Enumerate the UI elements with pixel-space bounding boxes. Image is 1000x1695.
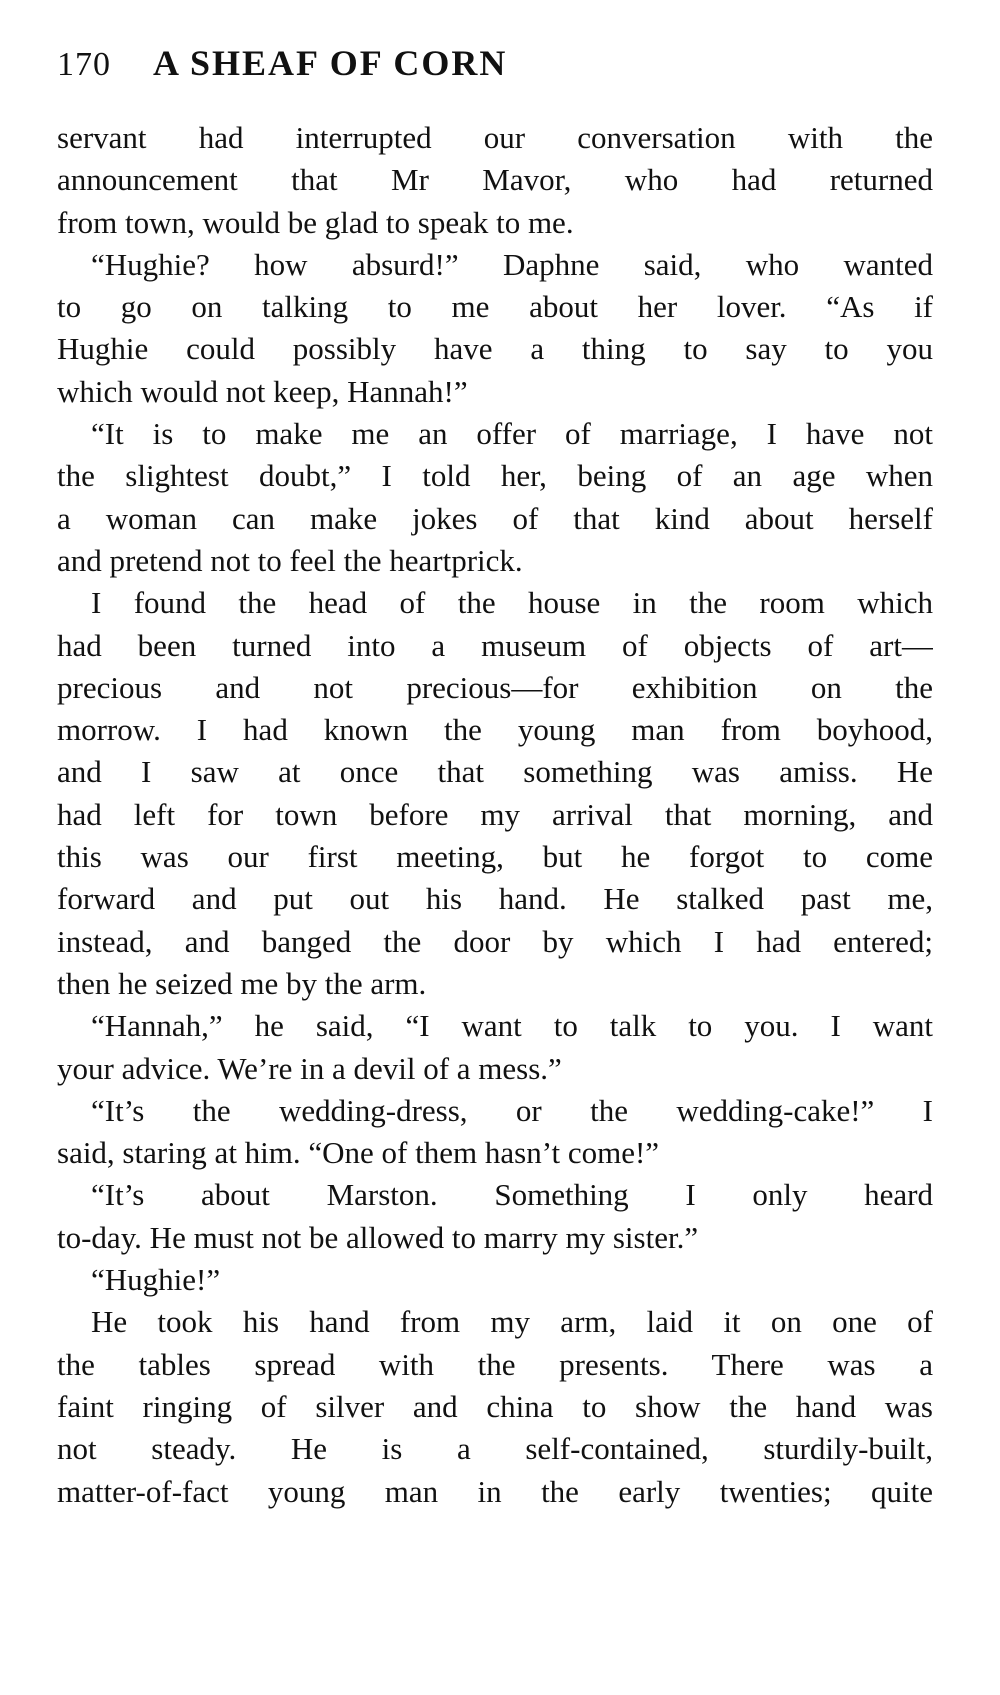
text-line: “Hannah,” he said, “I want to talk to you. I want xyxy=(91,1008,933,1044)
text-line: matter-of-fact young man in the early twenties; quite xyxy=(57,1473,933,1509)
text-line: had left for town before my arrival that morning, and xyxy=(57,796,933,832)
text-line: “It is to make me an offer of marriage, I have not xyxy=(91,416,933,452)
text-line: morrow. I had known the young man from boyhood, xyxy=(57,712,933,748)
text-line: said, staring at him. “One of them hasn’t come!” xyxy=(57,1135,660,1171)
text-line: this was our first meeting, but he forgot to come xyxy=(57,839,933,875)
text-line: instead, and banged the door by which I had entered; xyxy=(57,923,933,959)
page-number: 170 xyxy=(57,46,111,83)
text-line: and pretend not to feel the heartprick. xyxy=(57,542,523,578)
text-line: not steady. He is a self-contained, sturdily-built, xyxy=(57,1431,933,1467)
text-line: which would not keep, Hannah!” xyxy=(57,373,468,409)
text-line: your advice. We’re in a devil of a mess.” xyxy=(57,1050,562,1086)
body-text xyxy=(57,117,933,1513)
text-line: from town, would be glad to speak to me. xyxy=(57,204,574,240)
text-line: “It’s about Marston. Something I only heard xyxy=(91,1177,933,1213)
page-header xyxy=(57,42,937,102)
text-line: the slightest doubt,” I told her, being of an age when xyxy=(57,458,933,494)
text-line: the tables spread with the presents. There was a xyxy=(57,1346,933,1382)
text-line: and I saw at once that something was amiss. He xyxy=(57,754,933,790)
text-line: “Hughie? how absurd!” Daphne said, who wanted xyxy=(91,246,933,282)
text-line: faint ringing of silver and china to show the hand was xyxy=(57,1388,933,1424)
text-line: to-day. He must not be allowed to marry my sister.” xyxy=(57,1219,699,1255)
text-line: forward and put out his hand. He stalked past me, xyxy=(57,881,933,917)
text-line: then he seized me by the arm. xyxy=(57,965,427,1001)
text-line: “It’s the wedding-dress, or the wedding-cake!” I xyxy=(91,1092,933,1128)
text-line: had been turned into a museum of objects of art— xyxy=(57,627,933,663)
running-head: A SHEAF OF CORN xyxy=(153,43,508,83)
text-line: He took his hand from my arm, laid it on one of xyxy=(91,1304,933,1340)
text-line: announcement that Mr Mavor, who had returned xyxy=(57,162,933,198)
text-line: Hughie could possibly have a thing to say to you xyxy=(57,331,933,367)
text-line: precious and not precious—for exhibition on the xyxy=(57,669,933,705)
text-line: servant had interrupted our conversation with the xyxy=(57,120,933,155)
text-line: to go on talking to me about her lover. “As if xyxy=(57,289,933,325)
text-line: “Hughie!” xyxy=(91,1262,221,1298)
text-line: I found the head of the house in the room which xyxy=(91,585,933,621)
text-line: a woman can make jokes of that kind about herself xyxy=(57,500,933,536)
